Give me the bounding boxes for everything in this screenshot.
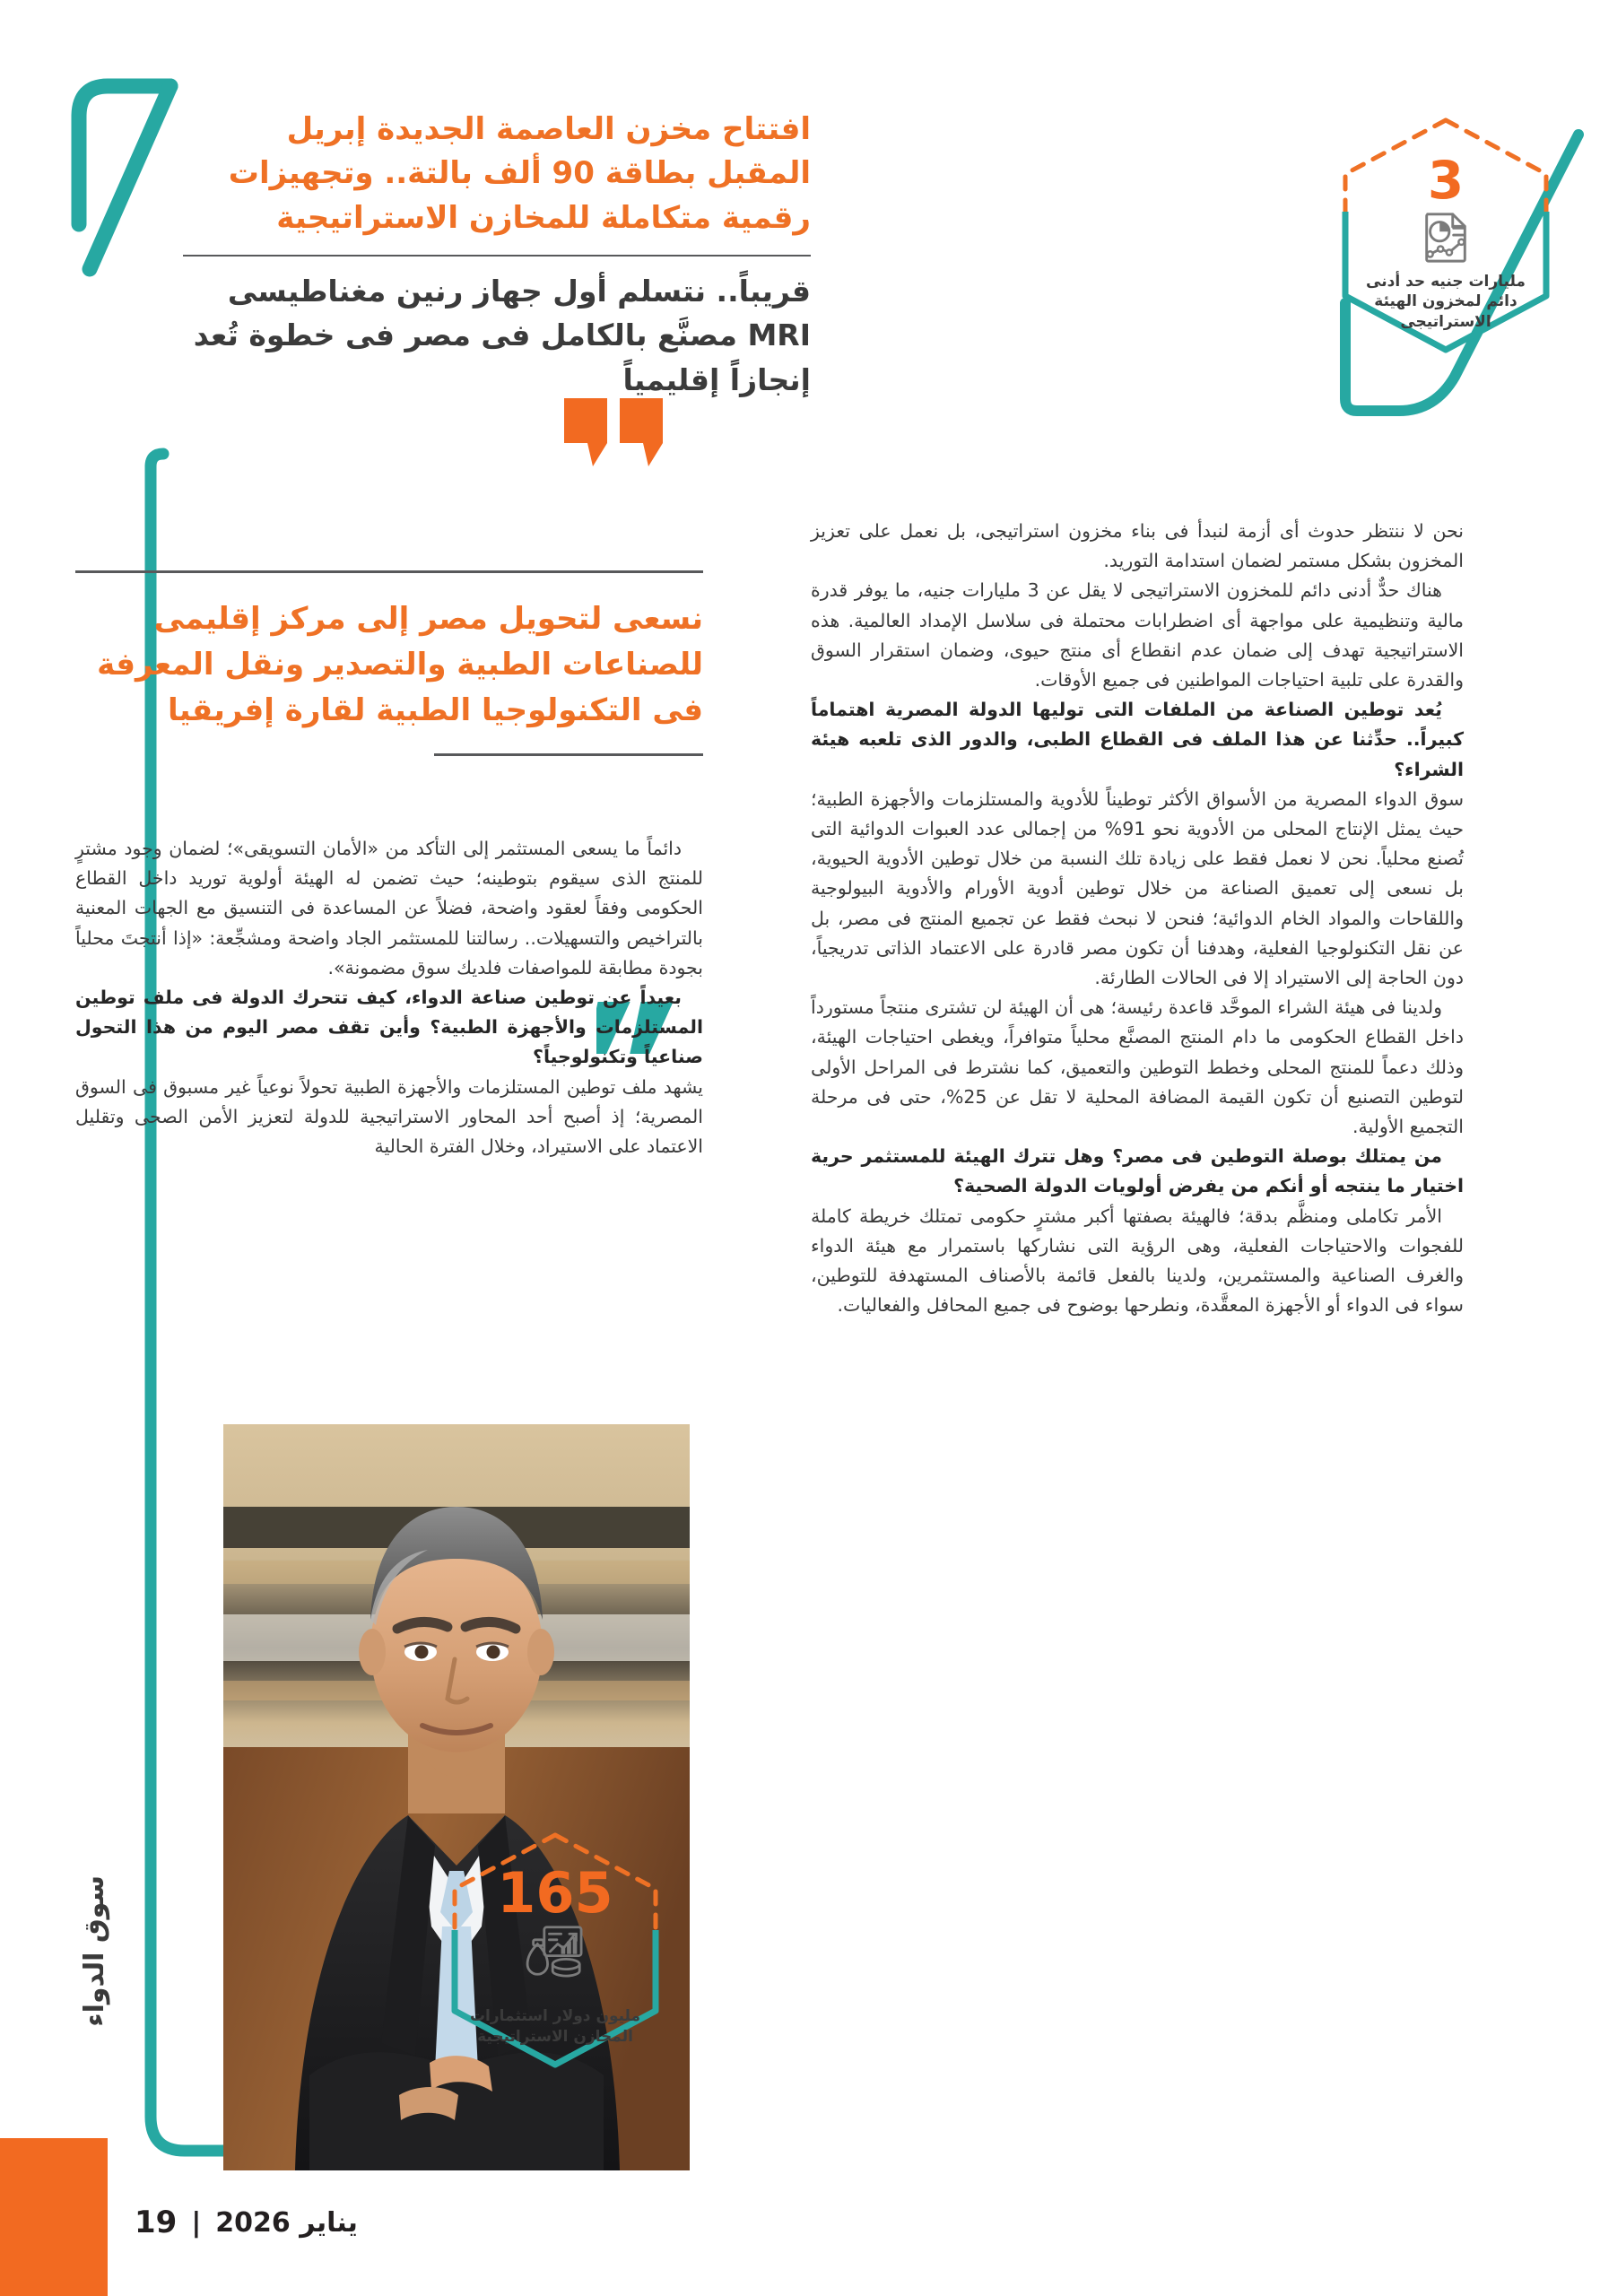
article-header bbox=[183, 108, 811, 402]
paragraph: الأمر تكاملى ومنظَّم بدقة؛ فالهيئة بصفتها أكبر مشترٍ حكومى تمتلك خريطة كاملة للفجوات والاحتياجات الفعلية، وهى الرؤية التى نشاركها باستمرار مع هيئة الدواء والغرف الصناعية والمستثمرين، ولدينا بالفعل قائمة بالأصناف المستهدفة للتوطين، سواء فى الدواء أو الأجهزة المعقَّدة، ونطرحها بوضوح فى جميع المحافل والفعاليات. bbox=[811, 1205, 1464, 1317]
pull-quote bbox=[75, 570, 703, 756]
section-label: سوق الدواء bbox=[79, 1875, 110, 2027]
footer-meta bbox=[135, 2205, 358, 2240]
badge-number: 3 bbox=[1427, 150, 1465, 211]
page-number: 19 bbox=[135, 2205, 178, 2240]
paragraph: دائماً ما يسعى المستثمر إلى التأكد من «الأمان التسويقى»؛ لضمان وجود مشترٍ للمنتج الذى سيقوم بتوطينه؛ حيث تضمن له الهيئة أولوية توريد داخل القطاع الحكومى وفقاً لعقود واضحة، فضلاً عن المساعدة فى التنسيق مع الجهات المعنية بالتراخيص والتسهيلات.. رسالتنا للمستثمر الجاد واضحة ومشجِّعة: «إذا أنتجتَ محلياً بجودة مطابقة للمواصفات فلديك سوق مضمونة». bbox=[75, 838, 703, 978]
footer-accent-block bbox=[0, 2138, 108, 2296]
paragraph-question: من يمتلك بوصلة التوطين فى مصر؟ وهل تترك الهيئة للمستثمر حرية اختيار ما ينتجه أو أنكم من يفرض أولويات الدولة الصحية؟ bbox=[811, 1145, 1464, 1197]
stat-badge-3 bbox=[1338, 115, 1553, 355]
report-chart-icon bbox=[1338, 209, 1553, 268]
quote-mark-orange-icon bbox=[561, 395, 668, 472]
issue-date: يناير 2026 bbox=[215, 2206, 358, 2239]
badge-caption: مليارات جنيه حد أدنى دائم لمخزون الهيئة الاستراتيجى bbox=[1366, 272, 1526, 331]
paragraph-question: بعيداً عن توطين صناعة الدواء، كيف تتحرك الدولة فى ملف توطين المستلزمات والأجهزة الطبية؟ وأين تقف مصر اليوم من هذا التحول صناعياً وتكنولوجياً؟ bbox=[75, 987, 703, 1068]
pullquote-rule-bottom bbox=[434, 753, 703, 756]
subheadline: قريباً.. نتسلم أول جهاز رنين مغناطيسى MRI مصنَّع بالكامل فى مصر فى خطوة تُعد إنجازاً إقليمياً bbox=[193, 273, 811, 397]
body-column-right bbox=[811, 517, 1464, 1320]
paragraph-question: يُعد توطين الصناعة من الملفات التى توليها الدولة المصرية اهتماماً كبيراً.. حدِّثنا عن هذا الملف فى القطاع الطبى، والدور الذى تلعبه هيئة الشراء؟ bbox=[811, 699, 1464, 780]
headline-divider bbox=[183, 255, 811, 257]
paragraph: سوق الدواء المصرية من الأسواق الأكثر توطيناً للأدوية والمستلزمات والأجهزة الطبية؛ حيث يمثل الإنتاج المحلى من الأدوية نحو 91% من إجمالى عدد العبوات الدوائية التى تُصنع محلياً. نحن لا نعمل فقط على زيادة تلك النسبة من خلال توطين الأدوية الحيوية، بل نسعى إلى تعميق الصناعة من خلال توطين أدوية الأورام والأدوية البيولوجية واللقاحات والمواد الخام الدوائية؛ فنحن لا نبحث فقط عن تجميع المنتج فى مصر، بل عن نقل التكنولوجيا الفعلية، وهدفنا أن تكون مصر قادرة على الاعتماد الذاتى تدريجياً، دون الحاجة إلى الاستيراد إلا فى الحالات الطارئة. bbox=[811, 787, 1464, 989]
footer-separator: | bbox=[191, 2206, 202, 2239]
paragraph: نحن لا ننتظر حدوث أى أزمة لنبدأ فى بناء مخزون استراتيجى، بل نعمل على تعزيز المخزون بشكل مستمر لضمان استدامة التوريد. bbox=[811, 520, 1464, 572]
badge-number: 165 bbox=[497, 1860, 613, 1926]
paragraph: يشهد ملف توطين المستلزمات والأجهزة الطبية تحولاً نوعياً غير مسبوق فى السوق المصرية؛ إذ أصبح أحد المحاور الاستراتيجية للدولة لتعزيز الأمن الصحى وتقليل الاعتماد على الاستيراد، وخلال الفترة الحالية bbox=[75, 1075, 703, 1158]
paragraph: ولدينا فى هيئة الشراء الموحَّد قاعدة رئيسة؛ هى أن الهيئة لن تشترى منتجاً مستورداً داخل القطاع الحكومى ما دام المنتج المصنَّع محلياً متوافراً، ويغطى احتياجات الهيئة، وذلك دعماً للمنتج المحلى وخطط التوطين والتعميق، كما نشترط فى المراحل الأولى لتوطين التصنيع أن تكون القيمة المضافة المحلية لا تقل عن 25%، حتى فى مرحلة التجميع الأولية. bbox=[811, 996, 1465, 1138]
stat-badge-165 bbox=[448, 1830, 663, 2070]
pullquote-text: نسعى لتحويل مصر إلى مركز إقليمى للصناعات الطبية والتصدير ونقل المعرفة فى التكنولوجيا الطبية لقارة إفريقيا bbox=[97, 601, 703, 728]
headline: افتتاح مخزن العاصمة الجديدة إبريل المقبل بطاقة 90 ألف بالتة.. وتجهيزات رقمية متكاملة للمخازن الاستراتيجية bbox=[228, 111, 811, 236]
badge-caption: مليون دولار استثمارات المخازن الاستراتيجية bbox=[469, 2007, 641, 2046]
money-growth-icon bbox=[448, 1924, 663, 1981]
body-column-left bbox=[75, 834, 703, 1161]
pullquote-rule-top bbox=[75, 570, 703, 573]
paragraph: هناك حدٌّ أدنى دائم للمخزون الاستراتيجى لا يقل عن 3 مليارات جنيه، ما يوفر قدرة مالية وتنظيمية على مواجهة أى اضطرابات محتملة فى سلاسل الإمداد العالمية. هذه الاستراتيجية تهدف إلى ضمان عدم انقطاع أى منتج حيوى، وضمان استقرار السوق والقدرة على تلبية احتياجات المواطنين فى جميع الأوقات. bbox=[811, 579, 1464, 691]
